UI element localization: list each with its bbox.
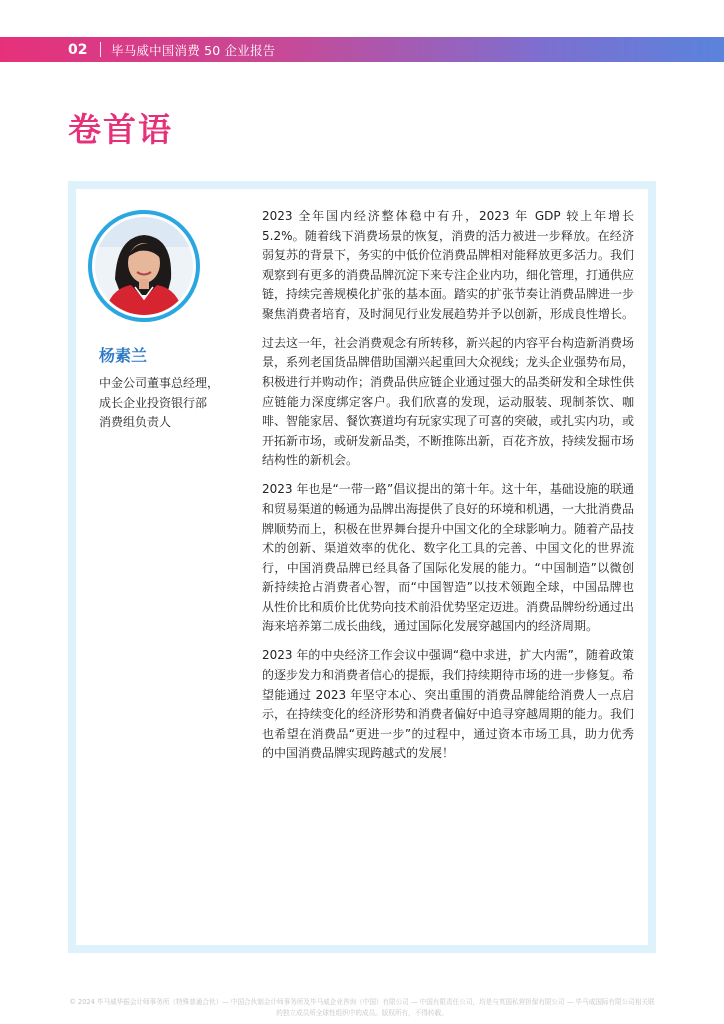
author-title-line: 中金公司董事总经理， — [99, 376, 220, 390]
report-title: 毕马威中国消费 50 企业报告 — [111, 42, 276, 58]
header-bar — [0, 37, 724, 62]
author-photo-icon — [95, 217, 193, 315]
author-title — [99, 374, 219, 433]
author-name: 杨素兰 — [99, 346, 148, 365]
copyright-footer — [16, 997, 708, 1019]
header-divider — [100, 42, 101, 57]
article-paragraph: 过去这一年，社会消费观念有所转移，新兴起的内容平台构造新消费场景，系列老国货品牌借助国潮兴起重回大众视线；龙头企业强势布局，积极进行并购动作；消费品供应链企业通过强大的品类研发和全球性供应链能力深度绑定客户。我们欣喜的发现，运动服装、现制茶饮、咖啡、智能家居、餐饮赛道均有玩家实现了可喜的突破，或扎实内功，或开拓新市场，或研发新品类，不断推陈出新，百花齐放，持续发掘市场结构性的新机会。 — [262, 335, 635, 468]
page-number: 02 — [68, 41, 88, 58]
footer-line: © 2024 毕马威华振会计师事务所（特殊普通合伙）— 中国合伙制会计师事务所及毕马威企业咨询（中国）有限公司 — 中国有限责任公司，均是与英国私营担保有限公司 — 毕马威国际有限公司相关联 — [69, 998, 655, 1006]
footer-line: 的独立成员所全球性组织中的成员。版权所有，不得转载。 — [276, 1009, 448, 1017]
author-title-line: 消费组负责人 — [99, 415, 172, 429]
article-body — [262, 207, 634, 773]
author-portrait — [88, 210, 200, 322]
author-title-line: 成长企业投资银行部 — [99, 395, 208, 410]
section-title: 卷首语 — [68, 110, 173, 149]
article-paragraph: 2023 全年国内经济整体稳中有升，2023 年 GDP 较上年增长 5.2%。随着线下消费场景的恢复，消费的活力被进一步释放。在经济弱复苏的背景下，务实的中低价位消费品牌相对能释放更多活力。我们观察到有更多的消费品牌沉淀下来专注企业内功，细化管理，打通供应链，持续完善规模化扩张的基本面。踏实的扩张节奏让消费品牌进一步聚焦消费者培育，及时洞见行业发展趋势并予以创新，形成良性增长。 — [262, 209, 635, 321]
article-paragraph: 2023 年也是“一带一路”倡议提出的第十年。这十年，基础设施的联通和贸易渠道的畅通为品牌出海提供了良好的环境和机遇，一大批消费品牌顺势而上，积极在世界舞台提升中国文化的全球影响力。随着产品技术的创新、渠道效率的优化、数字化工具的完善、中国文化的世界流行，中国消费品牌已经具备了国际化发展的能力。“中国制造”以微创新持续抢占消费者心智，而“中国智造”以技术领跑全球，中国品牌也从性价比和质价比优势向技术前沿优势坚定迈进。消费品牌纷纷通过出海来培养第二成长曲线，通过国际化发展穿越国内的经济周期。 — [262, 482, 635, 634]
article-paragraph: 2023 年的中央经济工作会议中强调“稳中求进，扩大内需”，随着政策的逐步发力和消费者信心的提振，我们持续期待市场的进一步修复。希望能通过 2023 年坚守本心、突出重围的消费品牌能给消费人一点启示，在持续变化的经济形势和消费者偏好中追寻穿越周期的能力。我们也希望在消费品“更进一步”的过程中，通过资本市场工具，助力优秀的中国消费品牌实现跨越式的发展！ — [262, 648, 635, 761]
